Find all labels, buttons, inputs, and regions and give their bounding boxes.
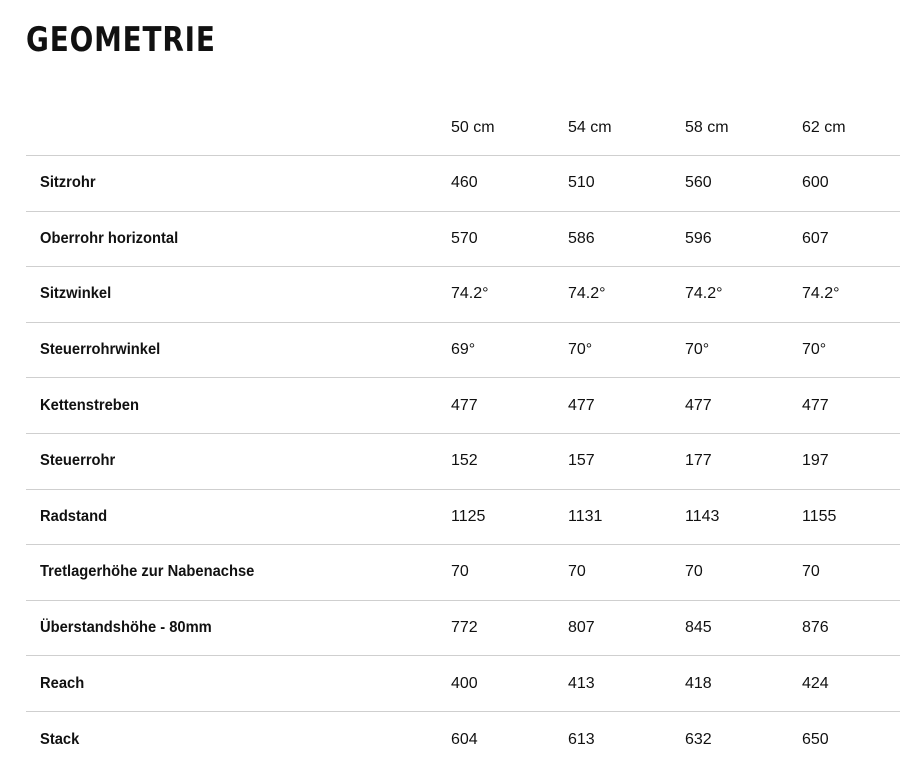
table-cell: 1131 xyxy=(568,507,603,525)
row-label: Sitzrohr xyxy=(40,174,96,192)
table-cell: 632 xyxy=(685,730,712,748)
table-row xyxy=(26,434,900,490)
table-header-row xyxy=(26,100,900,156)
table-cell: 413 xyxy=(568,674,595,692)
row-label: Reach xyxy=(40,674,85,692)
table-cell: 70 xyxy=(685,563,703,581)
table-cell: 197 xyxy=(802,452,829,470)
table-cell: 570 xyxy=(451,229,478,247)
table-cell: 845 xyxy=(685,619,712,637)
row-label: Sitzwinkel xyxy=(40,285,112,303)
table-cell: 1155 xyxy=(802,507,837,525)
table-cell: 177 xyxy=(685,452,712,470)
column-header-size: 54 cm xyxy=(568,118,612,136)
table-cell: 157 xyxy=(568,452,595,470)
table-cell: 74.2° xyxy=(802,285,840,303)
column-header-size: 58 cm xyxy=(685,118,729,136)
table-cell: 600 xyxy=(802,174,829,192)
table-cell: 650 xyxy=(802,730,829,748)
table-cell: 477 xyxy=(568,396,595,414)
table-cell: 70° xyxy=(802,341,827,359)
table-row xyxy=(26,378,900,434)
row-label: Radstand xyxy=(40,507,108,525)
table-cell: 596 xyxy=(685,229,712,247)
table-row xyxy=(26,490,900,546)
table-cell: 400 xyxy=(451,674,478,692)
table-cell: 604 xyxy=(451,730,478,748)
row-label: Steuerrohrwinkel xyxy=(40,341,161,359)
table-cell: 70 xyxy=(568,563,586,581)
table-row xyxy=(26,545,900,601)
table-row xyxy=(26,267,900,323)
table-cell: 424 xyxy=(802,674,829,692)
table-cell: 807 xyxy=(568,619,595,637)
table-row xyxy=(26,601,900,657)
table-cell: 70° xyxy=(685,341,710,359)
table-cell: 772 xyxy=(451,619,478,637)
row-label: Oberrohr horizontal xyxy=(40,229,179,247)
row-label: Überstandshöhe - 80mm xyxy=(40,619,212,637)
table-cell: 560 xyxy=(685,174,712,192)
table-row xyxy=(26,156,900,212)
table-cell: 70° xyxy=(568,341,593,359)
table-cell: 460 xyxy=(451,174,478,192)
table-cell: 477 xyxy=(685,396,712,414)
table-row xyxy=(26,656,900,712)
table-cell: 74.2° xyxy=(568,285,606,303)
table-cell: 477 xyxy=(802,396,829,414)
table-cell: 69° xyxy=(451,341,476,359)
table-cell: 607 xyxy=(802,229,829,247)
table-cell: 477 xyxy=(451,396,478,414)
geometry-table xyxy=(26,100,900,768)
table-row xyxy=(26,212,900,268)
table-cell: 152 xyxy=(451,452,478,470)
table-cell: 613 xyxy=(568,730,595,748)
row-label: Kettenstreben xyxy=(40,396,139,414)
row-label: Stack xyxy=(40,730,80,748)
table-cell: 1125 xyxy=(451,507,486,525)
table-cell: 74.2° xyxy=(685,285,723,303)
table-cell: 418 xyxy=(685,674,712,692)
table-row xyxy=(26,323,900,379)
row-label: Steuerrohr xyxy=(40,452,116,470)
table-cell: 1143 xyxy=(685,507,720,525)
table-cell: 510 xyxy=(568,174,595,192)
table-cell: 74.2° xyxy=(451,285,489,303)
table-cell: 70 xyxy=(451,563,469,581)
table-cell: 586 xyxy=(568,229,595,247)
table-cell: 70 xyxy=(802,563,820,581)
row-label: Tretlagerhöhe zur Nabenachse xyxy=(40,563,255,581)
column-header-size: 62 cm xyxy=(802,118,846,136)
page-title: GEOMETRIE xyxy=(26,20,216,60)
column-header-size: 50 cm xyxy=(451,118,495,136)
table-row xyxy=(26,712,900,768)
table-cell: 876 xyxy=(802,619,829,637)
